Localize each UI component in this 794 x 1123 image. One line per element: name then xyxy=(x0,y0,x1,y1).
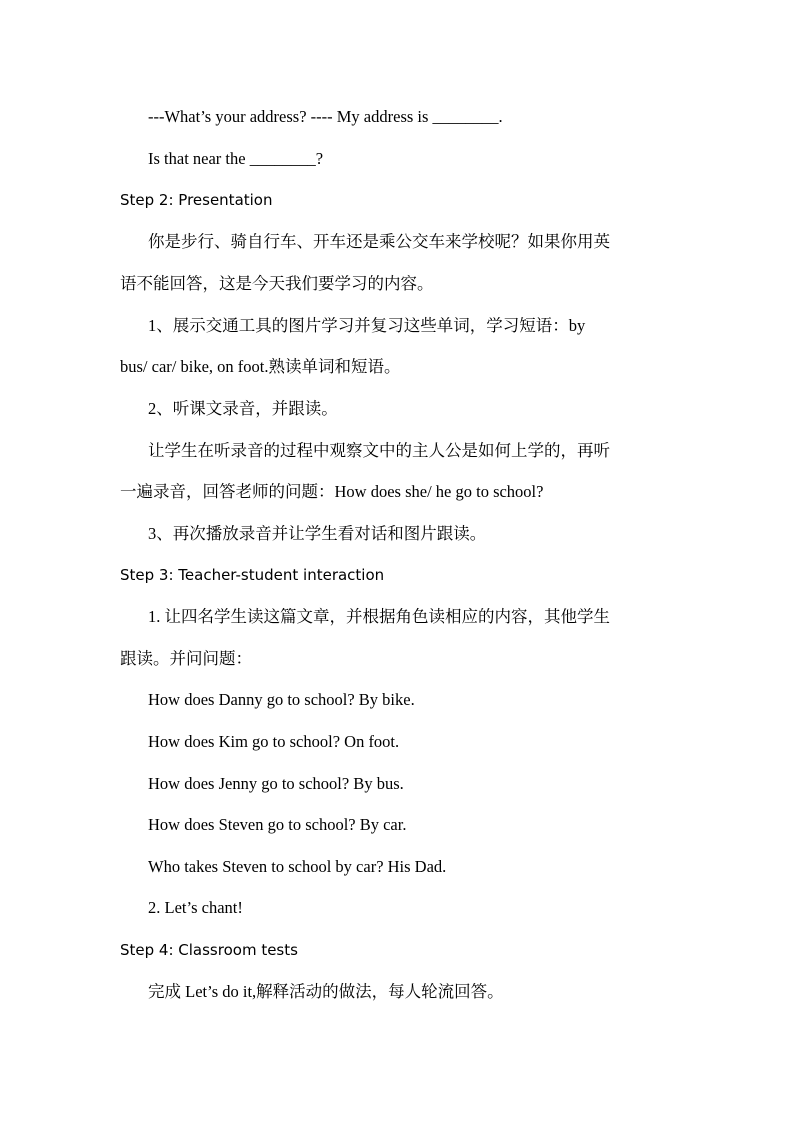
step2-item2: 2、听课文录音，并跟读。 xyxy=(148,399,338,418)
qa-line: How does Steven go to school? By car. xyxy=(148,815,407,834)
step2-item1-line1: 1、展示交通工具的图片学习并复习这些单词，学习短语：by xyxy=(148,316,586,335)
step2-para2-line2: 一遍录音，回答老师的问题：How does she/ he go to school? xyxy=(120,482,544,501)
step3-item1-line2: 跟读。并问问题： xyxy=(120,649,252,668)
step2-item1-line2: bus/ car/ bike, on foot.熟读单词和短语。 xyxy=(120,357,401,376)
qa-line: How does Jenny go to school? By bus. xyxy=(148,774,404,793)
intro-line-near: Is that near the ________? xyxy=(148,149,324,168)
step2-item3: 3、再次播放录音并让学生看对话和图片跟读。 xyxy=(148,524,487,543)
step3-heading: Step 3: Teacher-student interaction xyxy=(120,566,385,584)
step2-para2-line1: 让学生在听录音的过程中观察文中的主人公是如何上学的，再听 xyxy=(148,441,610,460)
qa-line: Who takes Steven to school by car? His Dad. xyxy=(148,857,447,876)
step4-heading: Step 4: Classroom tests xyxy=(120,941,298,959)
qa-line: How does Danny go to school? By bike. xyxy=(148,690,415,709)
step3-item2: 2. Let’s chant! xyxy=(148,898,243,917)
qa-line: How does Kim go to school? On foot. xyxy=(148,732,400,751)
step3-item1-line1: 1. 让四名学生读这篇文章，并根据角色读相应的内容，其他学生 xyxy=(148,607,610,626)
step2-heading: Step 2: Presentation xyxy=(120,191,273,209)
step4-para: 完成 Let’s do it,解释活动的做法，每人轮流回答。 xyxy=(148,982,504,1001)
step2-para1-line1: 你是步行、骑自行车、开车还是乘公交车来学校呢？如果你用英 xyxy=(148,232,610,251)
step2-para1-line2: 语不能回答，这是今天我们要学习的内容。 xyxy=(120,274,434,293)
intro-line-address: ---What’s your address? ---- My address is ________. xyxy=(148,107,503,126)
